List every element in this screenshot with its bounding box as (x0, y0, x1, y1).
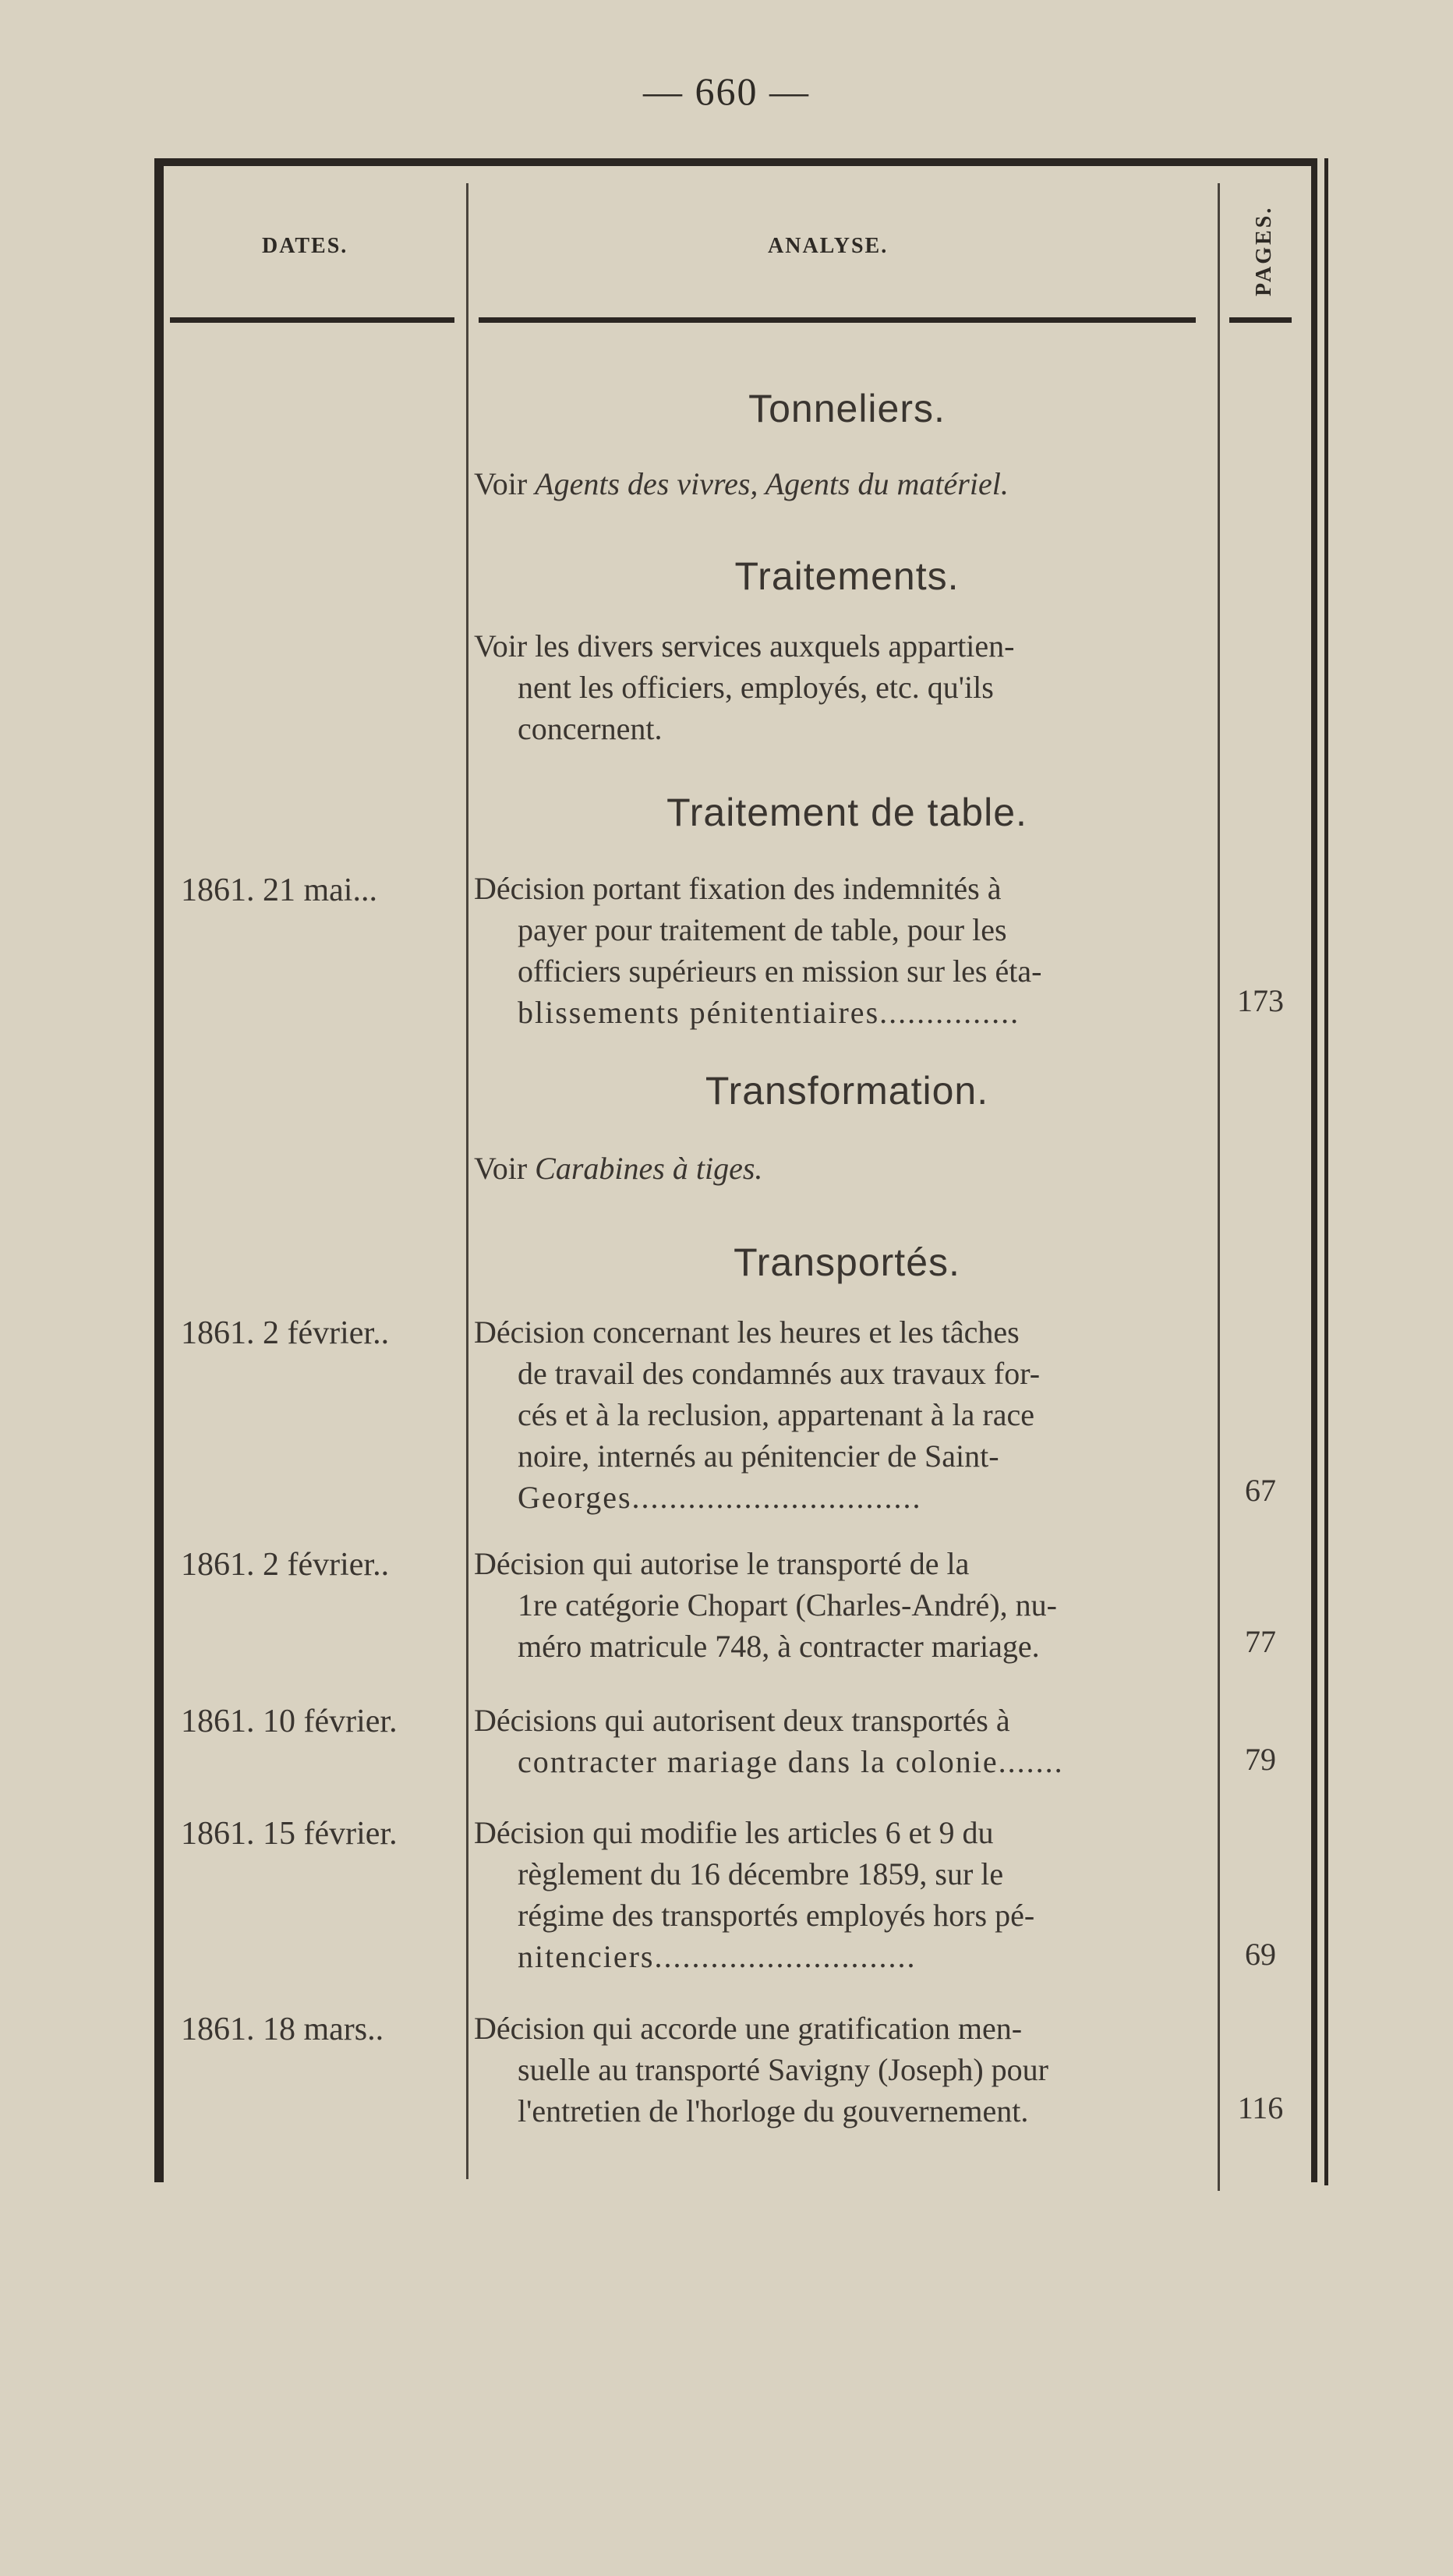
entry-line: concernent. (518, 711, 663, 746)
entry-line: blissements pénitentiaires............... (518, 995, 1020, 1030)
entry-page-ref: 79 (1245, 1742, 1276, 1777)
entry-line: règlement du 16 décembre 1859, sur le (518, 1856, 1004, 1891)
cross-reference-tonneliers (474, 465, 1009, 502)
page-number: — 660 — (643, 69, 810, 113)
entry-line: l'entretien de l'horloge du gouvernement. (518, 2093, 1029, 2128)
entry-line: Décision qui modifie les articles 6 et 9 du (474, 1815, 994, 1850)
entry-page-ref: 116 (1237, 2090, 1284, 2125)
entry-text (474, 1700, 1211, 1782)
voir-prefix: Voir (474, 1151, 536, 1186)
entry-date: 1861. 18 mars.. (181, 2012, 384, 2047)
entry-page-ref: 77 (1245, 1624, 1276, 1659)
voir-prefix: Voir (474, 466, 536, 501)
entry-line: nitenciers............................ (518, 1939, 917, 1974)
column-divider-dates (466, 183, 468, 2179)
entry-page-ref: 173 (1237, 983, 1284, 1018)
header-rule-dates (170, 317, 454, 323)
entry-line: payer pour traitement de table, pour les (518, 912, 1007, 947)
column-header-pages: PAGES. (1252, 205, 1276, 296)
section-title-traitement-de-table: Traitement de table. (666, 791, 1027, 834)
entry-line: Décision portant fixation des indemnités à (474, 871, 1002, 906)
section-title-tonneliers: Tonneliers. (748, 387, 946, 430)
entry-date: 1861. 15 février. (181, 1816, 398, 1852)
entry-date: 1861. 2 février.. (181, 1547, 390, 1583)
header-rule-pages (1229, 317, 1292, 323)
column-divider-pages (1218, 183, 1220, 2191)
entry-line: 1re catégorie Chopart (Charles-André), nu- (518, 1587, 1057, 1622)
section-title-transformation: Transformation. (705, 1069, 989, 1113)
section-title-traitements: Traitements. (734, 554, 960, 598)
column-header-analyse: ANALYSE. (768, 234, 889, 258)
entry-line: officiers supérieurs en mission sur les éta- (518, 954, 1042, 989)
voir-target: Carabines à tiges. (535, 1151, 763, 1186)
entry-line: Décisions qui autorisent deux transportés à (474, 1703, 1010, 1738)
entry-text (474, 868, 1211, 1033)
entry-page-ref: 69 (1245, 1937, 1276, 1972)
entry-date: 1861. 21 mai... (181, 872, 377, 908)
entry-traitements-text (474, 625, 1211, 749)
entry-line: noire, internés au pénitencier de Saint- (518, 1438, 999, 1474)
cross-reference-transformation (474, 1150, 762, 1187)
header-rule-analyse (479, 317, 1196, 323)
entry-date: 1861. 10 février. (181, 1704, 398, 1739)
column-header-dates: DATES. (262, 234, 348, 258)
voir-target: Agents des vivres, Agents du matériel. (535, 466, 1009, 501)
entry-page-ref: 67 (1245, 1473, 1276, 1508)
entry-text (474, 1812, 1211, 1977)
entry-line: Décision qui autorise le transporté de la (474, 1546, 970, 1581)
entry-line: de travail des condamnés aux travaux for- (518, 1356, 1041, 1391)
entry-text (474, 2008, 1211, 2132)
entry-line: cés et à la reclusion, appartenant à la race (518, 1397, 1034, 1432)
entry-text (474, 1311, 1211, 1518)
entry-line: Décision qui accorde une gratification men- (474, 2011, 1023, 2046)
entry-line: Georges............................... (518, 1480, 922, 1515)
entry-line: Voir les divers services auxquels appartien- (474, 628, 1015, 663)
entry-line: méro matricule 748, à contracter mariage. (518, 1629, 1040, 1664)
entry-date: 1861. 2 février.. (181, 1315, 390, 1351)
entry-line: contracter mariage dans la colonie....... (518, 1744, 1064, 1779)
entry-line: régime des transportés employés hors pé- (518, 1898, 1035, 1933)
entry-text (474, 1543, 1211, 1667)
entry-line: Décision concernant les heures et les tâches (474, 1315, 1020, 1350)
section-title-transportes: Transportés. (734, 1240, 960, 1284)
entry-line: nent les officiers, employés, etc. qu'ils (518, 670, 994, 705)
entry-line: suelle au transporté Savigny (Joseph) pour (518, 2052, 1048, 2087)
